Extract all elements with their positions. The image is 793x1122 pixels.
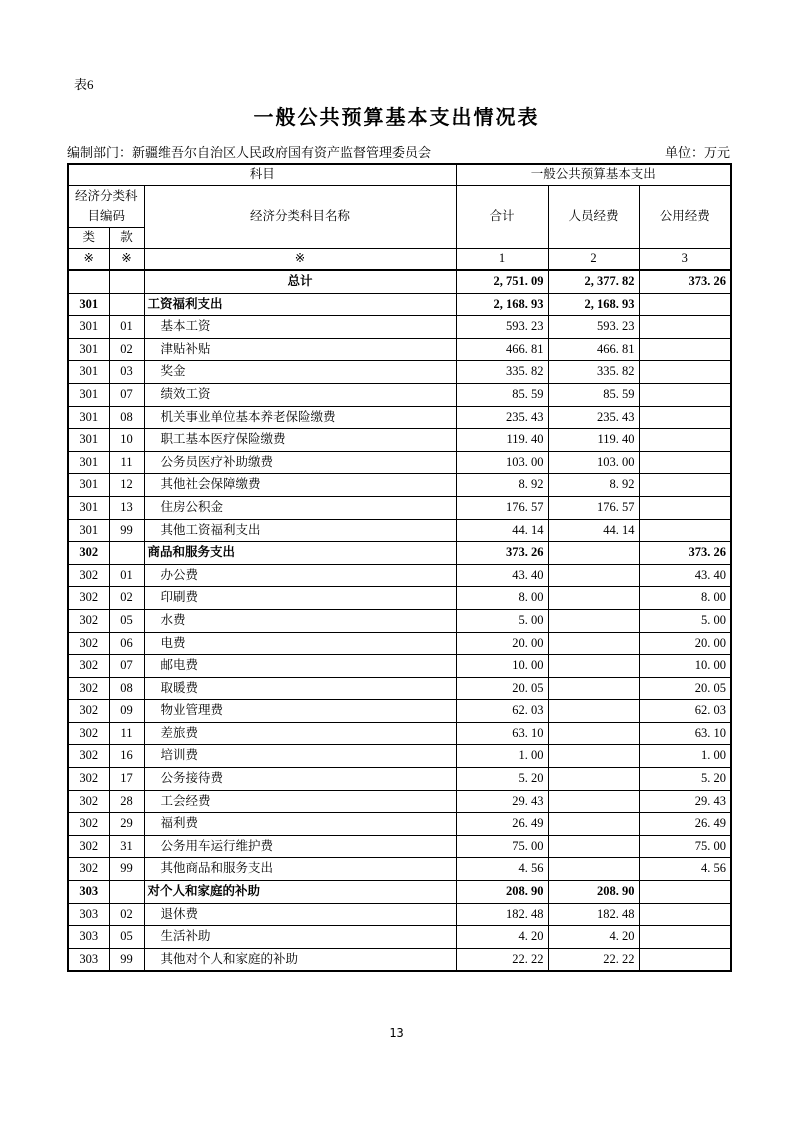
public-amount-cell: 20. 05 xyxy=(639,677,731,700)
total-amount-cell: 235. 43 xyxy=(456,406,548,429)
code-group-header: 经济分类科目编码 xyxy=(68,186,144,228)
table-row xyxy=(68,903,731,926)
total-amount-cell: 2, 168. 93 xyxy=(456,293,548,316)
public-amount-cell: 75. 00 xyxy=(639,835,731,858)
page-title: 一般公共预算基本支出情况表 xyxy=(253,107,540,129)
personnel-amount-cell xyxy=(548,700,639,723)
public-amount-cell: 62. 03 xyxy=(639,700,731,723)
section-code-cell: 17 xyxy=(109,768,144,791)
personnel-amount-cell: 2, 168. 93 xyxy=(548,293,639,316)
table-row xyxy=(68,813,731,836)
header-row-marks xyxy=(68,249,731,271)
subject-name-cell: 公务接待费 xyxy=(144,768,456,791)
class-code-cell: 303 xyxy=(68,948,109,971)
section-column-header: 款 xyxy=(109,228,144,249)
total-amount-cell: 5. 00 xyxy=(456,609,548,632)
table-row xyxy=(68,361,731,384)
total-amount-cell: 29. 43 xyxy=(456,790,548,813)
subject-name-cell: 奖金 xyxy=(144,361,456,384)
public-amount-cell xyxy=(639,519,731,542)
class-code-cell: 302 xyxy=(68,858,109,881)
subject-name-cell: 水费 xyxy=(144,609,456,632)
personnel-amount-cell: 235. 43 xyxy=(548,406,639,429)
subject-name-cell: 津贴补贴 xyxy=(144,338,456,361)
table-row xyxy=(68,655,731,678)
personnel-amount-cell xyxy=(548,858,639,881)
section-code-cell: 07 xyxy=(109,383,144,406)
budget-group-header: 一般公共预算基本支出 xyxy=(456,164,731,186)
table-row xyxy=(68,496,731,519)
section-code-cell: 99 xyxy=(109,948,144,971)
class-code-cell: 302 xyxy=(68,700,109,723)
personnel-amount-cell: 182. 48 xyxy=(548,903,639,926)
table-row xyxy=(68,316,731,339)
public-column-header: 公用经费 xyxy=(639,186,731,249)
subject-name-cell: 商品和服务支出 xyxy=(144,542,456,565)
table-row xyxy=(68,519,731,542)
section-code-cell: 02 xyxy=(109,338,144,361)
subject-name-cell: 基本工资 xyxy=(144,316,456,339)
section-code-cell: 08 xyxy=(109,406,144,429)
column-index-3: 3 xyxy=(639,249,731,271)
public-amount-cell: 63. 10 xyxy=(639,722,731,745)
public-amount-cell xyxy=(639,361,731,384)
section-code-cell: 29 xyxy=(109,813,144,836)
public-amount-cell: 10. 00 xyxy=(639,655,731,678)
table-row xyxy=(68,632,731,655)
personnel-amount-cell xyxy=(548,722,639,745)
total-amount-cell: 5. 20 xyxy=(456,768,548,791)
total-amount-cell: 2, 751. 09 xyxy=(456,270,548,293)
public-amount-cell: 5. 00 xyxy=(639,609,731,632)
section-code-cell: 28 xyxy=(109,790,144,813)
header-row-columns xyxy=(68,186,731,228)
class-code-cell: 301 xyxy=(68,316,109,339)
public-amount-cell xyxy=(639,383,731,406)
total-amount-cell: 119. 40 xyxy=(456,429,548,452)
name-column-header: 经济分类科目名称 xyxy=(144,186,456,249)
personnel-amount-cell xyxy=(548,745,639,768)
prepared-by-label: 编制部门：新疆维吾尔自治区人民政府国有资产监督管理委员会 xyxy=(67,145,432,160)
section-code-cell: 01 xyxy=(109,316,144,339)
total-amount-cell: 4. 56 xyxy=(456,858,548,881)
sheet-label: 表6 xyxy=(74,77,94,92)
total-amount-cell: 4. 20 xyxy=(456,926,548,949)
subject-name-cell: 取暖费 xyxy=(144,677,456,700)
table-row xyxy=(68,700,731,723)
header-row-groups xyxy=(68,164,731,186)
table-row xyxy=(68,926,731,949)
table-row xyxy=(68,383,731,406)
public-amount-cell xyxy=(639,338,731,361)
public-amount-cell xyxy=(639,881,731,904)
table-row xyxy=(68,948,731,971)
section-code-cell: 06 xyxy=(109,632,144,655)
table-body xyxy=(68,270,731,971)
personnel-amount-cell: 335. 82 xyxy=(548,361,639,384)
personnel-amount-cell xyxy=(548,542,639,565)
section-code-cell xyxy=(109,293,144,316)
section-code-cell xyxy=(109,270,144,293)
personnel-amount-cell: 119. 40 xyxy=(548,429,639,452)
mark-cell: ※ xyxy=(109,249,144,271)
personnel-amount-cell: 208. 90 xyxy=(548,881,639,904)
section-code-cell: 12 xyxy=(109,474,144,497)
table-row xyxy=(68,790,731,813)
personnel-amount-cell xyxy=(548,790,639,813)
table-header xyxy=(68,164,731,270)
public-amount-cell: 5. 20 xyxy=(639,768,731,791)
personnel-amount-cell: 4. 20 xyxy=(548,926,639,949)
personnel-amount-cell: 593. 23 xyxy=(548,316,639,339)
class-code-cell: 302 xyxy=(68,768,109,791)
class-code-cell: 302 xyxy=(68,609,109,632)
section-code-cell: 13 xyxy=(109,496,144,519)
subject-name-cell: 电费 xyxy=(144,632,456,655)
subject-name-cell: 其他社会保障缴费 xyxy=(144,474,456,497)
class-code-cell: 301 xyxy=(68,338,109,361)
class-code-cell: 301 xyxy=(68,474,109,497)
table-row xyxy=(68,564,731,587)
total-amount-cell: 208. 90 xyxy=(456,881,548,904)
class-code-cell: 302 xyxy=(68,677,109,700)
section-code-cell: 11 xyxy=(109,722,144,745)
public-amount-cell xyxy=(639,293,731,316)
subject-name-cell: 福利费 xyxy=(144,813,456,836)
unit-label: 单位：万元 xyxy=(664,145,730,160)
public-amount-cell xyxy=(639,474,731,497)
public-amount-cell: 373. 26 xyxy=(639,270,731,293)
total-amount-cell: 85. 59 xyxy=(456,383,548,406)
total-amount-cell: 44. 14 xyxy=(456,519,548,542)
total-amount-cell: 466. 81 xyxy=(456,338,548,361)
public-amount-cell: 20. 00 xyxy=(639,632,731,655)
subject-name-cell: 印刷费 xyxy=(144,587,456,610)
budget-table xyxy=(67,163,732,972)
public-amount-cell xyxy=(639,429,731,452)
public-amount-cell xyxy=(639,406,731,429)
personnel-amount-cell xyxy=(548,835,639,858)
class-code-cell: 301 xyxy=(68,451,109,474)
table-row xyxy=(68,768,731,791)
subject-name-cell: 职工基本医疗保险缴费 xyxy=(144,429,456,452)
table-row xyxy=(68,270,731,293)
section-code-cell: 31 xyxy=(109,835,144,858)
subject-name-cell: 住房公积金 xyxy=(144,496,456,519)
personnel-amount-cell xyxy=(548,632,639,655)
class-code-cell: 302 xyxy=(68,745,109,768)
public-amount-cell xyxy=(639,496,731,519)
personnel-amount-cell xyxy=(548,655,639,678)
total-amount-cell: 20. 05 xyxy=(456,677,548,700)
personnel-amount-cell xyxy=(548,677,639,700)
subject-name-cell: 其他商品和服务支出 xyxy=(144,858,456,881)
personnel-amount-cell: 176. 57 xyxy=(548,496,639,519)
class-code-cell: 303 xyxy=(68,881,109,904)
public-amount-cell: 43. 40 xyxy=(639,564,731,587)
personnel-amount-cell xyxy=(548,813,639,836)
subject-name-cell: 邮电费 xyxy=(144,655,456,678)
total-amount-cell: 1. 00 xyxy=(456,745,548,768)
table-row xyxy=(68,474,731,497)
section-code-cell xyxy=(109,881,144,904)
class-code-cell: 302 xyxy=(68,813,109,836)
table-row xyxy=(68,677,731,700)
personnel-amount-cell: 44. 14 xyxy=(548,519,639,542)
public-amount-cell: 373. 26 xyxy=(639,542,731,565)
subject-name-cell: 培训费 xyxy=(144,745,456,768)
total-amount-cell: 75. 00 xyxy=(456,835,548,858)
subject-name-cell: 对个人和家庭的补助 xyxy=(144,881,456,904)
total-amount-cell: 8. 92 xyxy=(456,474,548,497)
personnel-column-header: 人员经费 xyxy=(548,186,639,249)
personnel-amount-cell xyxy=(548,609,639,632)
public-amount-cell: 29. 43 xyxy=(639,790,731,813)
section-code-cell xyxy=(109,542,144,565)
total-amount-cell: 8. 00 xyxy=(456,587,548,610)
section-code-cell: 01 xyxy=(109,564,144,587)
subject-name-cell: 绩效工资 xyxy=(144,383,456,406)
subject-name-cell: 物业管理费 xyxy=(144,700,456,723)
column-index-2: 2 xyxy=(548,249,639,271)
subject-name-cell: 公务用车运行维护费 xyxy=(144,835,456,858)
public-amount-cell: 4. 56 xyxy=(639,858,731,881)
total-amount-cell: 10. 00 xyxy=(456,655,548,678)
table-row xyxy=(68,745,731,768)
class-code-cell xyxy=(68,270,109,293)
table-row xyxy=(68,722,731,745)
class-code-cell: 303 xyxy=(68,926,109,949)
personnel-amount-cell: 2, 377. 82 xyxy=(548,270,639,293)
public-amount-cell xyxy=(639,316,731,339)
public-amount-cell xyxy=(639,903,731,926)
total-amount-cell: 182. 48 xyxy=(456,903,548,926)
personnel-amount-cell xyxy=(548,564,639,587)
class-code-cell: 302 xyxy=(68,564,109,587)
total-amount-cell: 176. 57 xyxy=(456,496,548,519)
section-code-cell: 05 xyxy=(109,926,144,949)
subject-name-cell: 工资福利支出 xyxy=(144,293,456,316)
class-code-cell: 302 xyxy=(68,790,109,813)
subject-name-cell: 退休费 xyxy=(144,903,456,926)
class-code-cell: 302 xyxy=(68,835,109,858)
personnel-amount-cell: 466. 81 xyxy=(548,338,639,361)
subject-name-cell: 差旅费 xyxy=(144,722,456,745)
class-code-cell: 302 xyxy=(68,722,109,745)
total-amount-cell: 26. 49 xyxy=(456,813,548,836)
class-code-cell: 301 xyxy=(68,406,109,429)
class-code-cell: 301 xyxy=(68,383,109,406)
public-amount-cell: 1. 00 xyxy=(639,745,731,768)
table-row xyxy=(68,406,731,429)
class-code-cell: 301 xyxy=(68,361,109,384)
personnel-amount-cell: 8. 92 xyxy=(548,474,639,497)
table-row xyxy=(68,858,731,881)
section-code-cell: 05 xyxy=(109,609,144,632)
subject-name-cell: 其他对个人和家庭的补助 xyxy=(144,948,456,971)
subject-name-cell: 工会经费 xyxy=(144,790,456,813)
total-amount-cell: 22. 22 xyxy=(456,948,548,971)
personnel-amount-cell: 103. 00 xyxy=(548,451,639,474)
total-amount-cell: 373. 26 xyxy=(456,542,548,565)
column-index-1: 1 xyxy=(456,249,548,271)
subject-name-cell: 其他工资福利支出 xyxy=(144,519,456,542)
section-code-cell: 11 xyxy=(109,451,144,474)
class-column-header: 类 xyxy=(68,228,109,249)
page-number: 13 xyxy=(389,1026,404,1040)
section-code-cell: 16 xyxy=(109,745,144,768)
total-amount-cell: 593. 23 xyxy=(456,316,548,339)
personnel-amount-cell xyxy=(548,587,639,610)
table-row xyxy=(68,338,731,361)
total-amount-cell: 335. 82 xyxy=(456,361,548,384)
table-row xyxy=(68,293,731,316)
class-code-cell: 302 xyxy=(68,587,109,610)
total-amount-cell: 62. 03 xyxy=(456,700,548,723)
class-code-cell: 301 xyxy=(68,519,109,542)
table-row xyxy=(68,451,731,474)
class-code-cell: 303 xyxy=(68,903,109,926)
subject-name-cell: 机关事业单位基本养老保险缴费 xyxy=(144,406,456,429)
total-amount-cell: 63. 10 xyxy=(456,722,548,745)
section-code-cell: 03 xyxy=(109,361,144,384)
total-column-header: 合计 xyxy=(456,186,548,249)
class-code-cell: 302 xyxy=(68,632,109,655)
class-code-cell: 301 xyxy=(68,293,109,316)
public-amount-cell: 8. 00 xyxy=(639,587,731,610)
class-code-cell: 302 xyxy=(68,542,109,565)
public-amount-cell xyxy=(639,451,731,474)
mark-cell: ※ xyxy=(68,249,109,271)
section-code-cell: 08 xyxy=(109,677,144,700)
personnel-amount-cell: 85. 59 xyxy=(548,383,639,406)
section-code-cell: 02 xyxy=(109,587,144,610)
total-amount-cell: 20. 00 xyxy=(456,632,548,655)
subject-name-cell: 办公费 xyxy=(144,564,456,587)
section-code-cell: 99 xyxy=(109,858,144,881)
table-row xyxy=(68,542,731,565)
subject-name-cell: 生活补助 xyxy=(144,926,456,949)
subject-name-cell: 总计 xyxy=(144,270,456,293)
table-row xyxy=(68,587,731,610)
subject-name-cell: 公务员医疗补助缴费 xyxy=(144,451,456,474)
section-code-cell: 09 xyxy=(109,700,144,723)
public-amount-cell xyxy=(639,948,731,971)
section-code-cell: 07 xyxy=(109,655,144,678)
section-code-cell: 99 xyxy=(109,519,144,542)
class-code-cell: 301 xyxy=(68,429,109,452)
table-row xyxy=(68,881,731,904)
table-row xyxy=(68,835,731,858)
personnel-amount-cell xyxy=(548,768,639,791)
public-amount-cell xyxy=(639,926,731,949)
total-amount-cell: 43. 40 xyxy=(456,564,548,587)
class-code-cell: 301 xyxy=(68,496,109,519)
personnel-amount-cell: 22. 22 xyxy=(548,948,639,971)
class-code-cell: 302 xyxy=(68,655,109,678)
table-row xyxy=(68,429,731,452)
total-amount-cell: 103. 00 xyxy=(456,451,548,474)
subject-group-header: 科目 xyxy=(68,164,456,186)
public-amount-cell: 26. 49 xyxy=(639,813,731,836)
table-row xyxy=(68,609,731,632)
section-code-cell: 02 xyxy=(109,903,144,926)
section-code-cell: 10 xyxy=(109,429,144,452)
meta-row xyxy=(67,142,730,161)
mark-cell: ※ xyxy=(144,249,456,271)
